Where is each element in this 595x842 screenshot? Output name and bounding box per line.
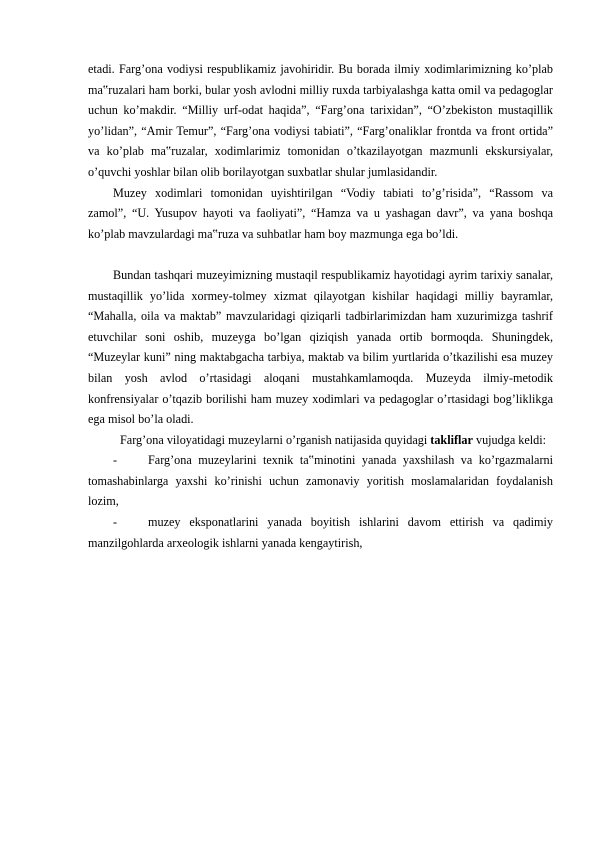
paragraph-3: Bundan tashqari muzeyimizning mustaqil respublikamiz hayotidagi ayrim tarixiy sanalar, mustaqillik yo’lida xormey-tolmey xizmat qilayotgan kishilar haqidagi milliy bayramlar, “Mahalla, oila va maktab” mavzularidagi qiziqarli tadbirlarimizdan ham xuzurimizga tashrif etuvchilar soni oshib, muzeyga bo’lgan qiziqish yanada ortib bormoqda. Shuningdek, “Muzeylar kuni” ning maktabgacha tarbiya, maktab va bilim yurtlarida o’tkazilishi esa muzey bilan yosh avlod o’rtasidagi aloqani mustahkamlamoqda. Muzeyda ilmiy-metodik konfrensiyalar o’tqazib borilishi ham muzey xodimlari va pedagoglar o’rtasidagi bog’liklikga ega misol bo’la oladi. — [88, 267, 553, 427]
list-item — [88, 512, 553, 553]
paragraph-4 — [88, 430, 553, 451]
list-item-text: muzey eksponatlarini yanada boyitish ishlarini davom ettirish va qadimiy manzilgohlarda arxeologik ishlarni yanada kengaytirish, — [88, 515, 553, 550]
paragraph-spacer — [88, 244, 553, 265]
list-item-text: Farg’ona muzeylarini texnik ta‟minotini yanada yaxshilash va ko’rgazmalarni tomashabinlarga yaxshi ko’rinishi uchun zamonaviy yoritish moslamalaridan foydalanish lozim, — [88, 453, 553, 509]
bullet-dash: - — [113, 515, 118, 530]
document-body — [88, 59, 553, 553]
emphasis-takliflar: takliflar — [430, 432, 473, 447]
paragraph-4-text-start: Farg’ona viloyatidagi muzeylarni o’rganish natijasida quyidagi — [120, 432, 431, 447]
bullet-dash: - — [113, 453, 118, 468]
paragraph-1: etadi. Farg’ona vodiysi respublikamiz javohiridir. Bu borada ilmiy xodimlarimizning ko’plab ma‟ruzalari ham borki, bular yosh avlodni milliy ruxda tarbiyalashga katta omil va pedagoglar uchun ko’makdir. “Milliy urf-odat haqida”, “Farg’ona tarixidan”, “O’zbekiston mustaqillik yo’lidan”, “Amir Temur”, “Farg’ona vodiysi tabiati”, “Farg’onaliklar frontda va front ortida” va ko’plab ma‟ruzalar, xodimlarimiz tomonidan o’tkazilayotgan mazmunli ekskursiyalar, o’quvchi yoshlar bilan olib borilayotgan suxbatlar shular jumlasidandir. — [88, 62, 553, 179]
paragraph-2: Muzey xodimlari tomonidan uyishtirilgan “Vodiy tabiati to’g’risida”, “Rassom va zamol”, “U. Yusupov hayoti va faoliyati”, “Hamza va u yashagan davr”, va yana boshqa ko’plab mavzulardagi ma‟ruza va suhbatlar ham boy mazmunga ega bo’ldi. — [88, 185, 553, 241]
paragraph-4-text-end: vujudga keldi: — [472, 432, 547, 447]
list-item — [88, 450, 553, 512]
